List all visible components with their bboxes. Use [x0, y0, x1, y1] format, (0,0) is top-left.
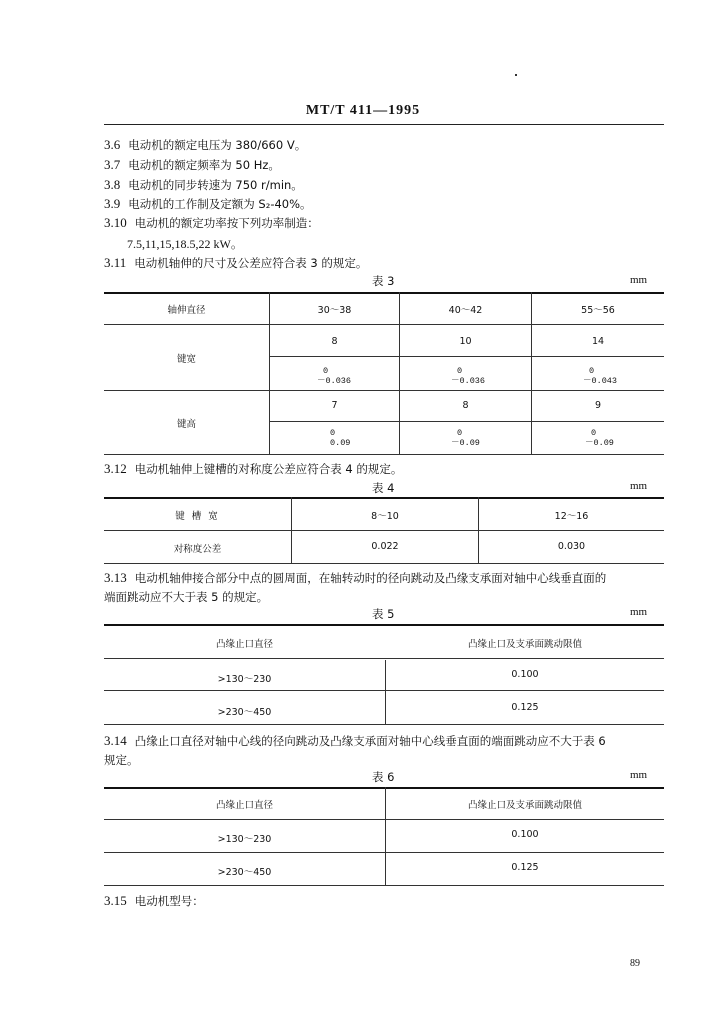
table-6-row1-diameter: >130～230: [217, 834, 272, 845]
clause-3-13-continued: 端面跳动应不大于表 5 的规定。: [104, 590, 269, 604]
table-4-col-divider-1: [291, 497, 292, 563]
table-3-key-width-split: [270, 356, 664, 357]
table-6-row1-limit: 0.100: [511, 829, 539, 840]
table-3-header-label: 轴伸直径: [167, 305, 206, 316]
table-5-row2-diameter: >230～450: [217, 707, 272, 718]
key-width-nominal-3: 14: [591, 336, 605, 347]
table-6-row2-diameter: >230～450: [217, 867, 272, 878]
key-width-upper-2: 0: [457, 366, 463, 376]
key-height-upper-1: 0: [330, 428, 336, 438]
table-5-row-rule: [104, 690, 664, 691]
table-4-header-label: 键 槽 宽: [175, 511, 220, 522]
standard-code-header: MT/T 411—1995: [305, 103, 421, 118]
table-6-header-col1: 凸缘止口直径: [215, 800, 273, 811]
clause-3-14-continued: 规定。: [104, 753, 139, 767]
table-3-top-rule: [104, 292, 664, 294]
table-6-bottom-rule: [104, 885, 664, 886]
table-6-caption: 表 6: [372, 770, 395, 784]
page-number: 89: [630, 958, 640, 969]
key-height-label: 键高: [176, 419, 196, 430]
table-6-row2-limit: 0.125: [511, 862, 539, 873]
table-3-unit: mm: [630, 274, 648, 286]
table-5-caption: 表 5: [372, 607, 395, 621]
clause-3-9: 3.9 电动机的工作制及定额为 S₂-40%。: [104, 196, 312, 211]
power-ratings-list: 7.5,11,15,18.5,22 kW。: [127, 237, 243, 251]
table-4-header-col1: 8～10: [371, 511, 399, 522]
key-height-lower-3: －0.09: [585, 438, 614, 448]
key-height-lower-1: 0.09: [330, 438, 351, 448]
key-width-lower-3: －0.043: [583, 376, 618, 386]
key-width-lower-1: －0.036: [317, 376, 352, 386]
table-4-col-divider-2: [478, 497, 479, 563]
table-6-row-rule: [104, 852, 664, 853]
table-5-header-rule: [104, 658, 664, 659]
key-height-nominal-2: 8: [462, 400, 469, 411]
table-4-header-rule: [104, 530, 664, 531]
table-3-caption: 表 3: [372, 274, 395, 288]
table-4-top-rule: [104, 497, 664, 499]
table-4-row-label: 对称度公差: [173, 544, 222, 555]
table-6-top-rule: [104, 787, 664, 789]
table-4-row-col2: 0.030: [557, 541, 586, 552]
table-4-unit: mm: [630, 480, 648, 492]
clause-3-15: 3.15 电动机型号：: [104, 893, 204, 908]
scan-speck: [515, 74, 517, 76]
key-width-upper-1: 0: [323, 366, 329, 376]
table-5-row1-diameter: >130～230: [217, 674, 272, 685]
key-width-upper-3: 0: [589, 366, 595, 376]
table-6-unit: mm: [630, 769, 648, 781]
key-width-lower-2: －0.036: [451, 376, 486, 386]
clause-3-10: 3.10 电动机的额定功率按下列功率制造：: [104, 215, 319, 230]
clause-3-13: 3.13 电动机轴伸接合部分中点的圆周面，在轴转动时的径向跳动及凸缘支承面对轴中心线垂直面的: [104, 570, 607, 585]
table-6-header-col2: 凸缘止口及支承面跳动限值: [467, 800, 582, 811]
table-3-header-col1: 30～38: [317, 305, 352, 316]
table-3-header-col3: 55～56: [581, 305, 615, 316]
clause-3-7: 3.7 电动机的额定频率为 50 Hz。: [104, 157, 280, 172]
table-3-col-divider-2: [399, 292, 400, 454]
table-5-header-col2: 凸缘止口及支承面跳动限值: [467, 639, 582, 650]
table-5-unit: mm: [630, 606, 648, 618]
key-height-upper-2: 0: [457, 428, 463, 438]
table-4-bottom-rule: [104, 563, 664, 564]
header-rule: [104, 124, 664, 125]
table-4-header-col2: 12～16: [554, 511, 589, 522]
table-3-header-rule: [104, 324, 664, 325]
table-3-col-divider-3: [531, 292, 532, 454]
table-3-mid-rule: [104, 390, 664, 391]
table-5-bottom-rule: [104, 724, 664, 725]
table-6-header-rule: [104, 819, 664, 820]
clause-3-14: 3.14 凸缘止口直径对轴中心线的径向跳动及凸缘支承面对轴中心线垂直面的端面跳动应不大于表 6: [104, 733, 606, 748]
table-5-header-col1: 凸缘止口直径: [215, 639, 273, 650]
key-height-nominal-3: 9: [594, 400, 602, 411]
table-4-caption: 表 4: [372, 481, 395, 495]
clause-3-12: 3.12 电动机轴伸上键槽的对称度公差应符合表 4 的规定。: [104, 461, 403, 476]
key-width-nominal-1: 8: [331, 336, 338, 347]
table-5-top-rule: [104, 624, 664, 626]
key-height-lower-2: －0.09: [451, 438, 480, 448]
table-3-header-col2: 40～42: [448, 305, 483, 316]
table-3-col-divider-1: [269, 292, 270, 454]
key-height-nominal-1: 7: [331, 400, 338, 411]
table-3-key-height-split: [270, 421, 664, 422]
key-width-label: 键宽: [176, 354, 196, 365]
table-5-row1-limit: 0.100: [511, 669, 539, 680]
key-height-upper-3: 0: [591, 428, 597, 438]
table-3-bottom-rule: [104, 454, 664, 455]
clause-3-11: 3.11 电动机轴伸的尺寸及公差应符合表 3 的规定。: [104, 255, 368, 270]
clause-3-6: 3.6 电动机的额定电压为 380/660 V。: [104, 137, 307, 152]
table-4-row-col1: 0.022: [371, 541, 399, 552]
table-5-row2-limit: 0.125: [511, 702, 539, 713]
key-width-nominal-2: 10: [459, 336, 472, 347]
clause-3-8: 3.8 电动机的同步转速为 750 r/min。: [104, 177, 303, 192]
